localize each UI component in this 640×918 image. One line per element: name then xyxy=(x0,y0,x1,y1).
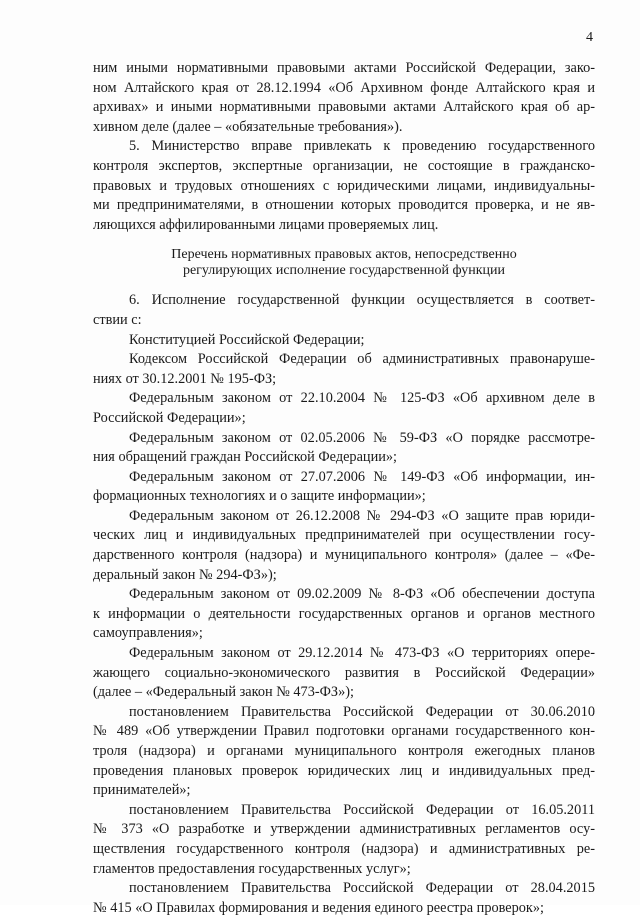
text-line: ми предпринимателями, в отношении которых проводится проверка, и не яв- xyxy=(93,197,595,214)
text-line: формационных технологиях и о защите информации»; xyxy=(93,488,426,505)
text-line: 6. Исполнение государственной функции осуществляется в соответ- xyxy=(129,292,595,309)
text-line: постановлением Правительства Российской Федерации от 30.06.2010 xyxy=(129,703,595,720)
text-line: троля (надзора) и органами муниципального контроля ежегодных планов xyxy=(93,743,595,759)
text-line: ствии с: xyxy=(93,311,142,328)
text-line: Федеральным законом от 02.05.2006 № 59-ФЗ «О порядке рассмотре- xyxy=(129,429,595,446)
text-line: ществления государственного контроля (надзора) и административных ре- xyxy=(93,840,595,857)
text-line: Федеральным законом от 22.10.2004 № 125-ФЗ «Об архивном деле в xyxy=(129,390,595,407)
heading-line: регулирующих исполнение государственной функции xyxy=(182,263,506,279)
text-line: № 373 «О разработке и утверждении административных регламентов осу- xyxy=(93,821,595,838)
text-line: ния обращений граждан Российской Федерации»; xyxy=(93,449,398,466)
text-line: самоуправления»; xyxy=(93,625,203,642)
text-line: Федеральным законом от 27.07.2006 № 149-ФЗ «Об информации, ин- xyxy=(129,468,595,485)
text-line: жающего социально-экономического развития в Российской Федерации» xyxy=(93,664,595,681)
text-line: ляющихся аффилированными лицами проверяемых лиц. xyxy=(93,216,439,233)
text-line: ним иными нормативными правовыми актами Российской Федерации, зако- xyxy=(93,60,595,76)
text-line: Кодексом Российской Федерации об административных правонаруше- xyxy=(129,351,595,368)
text-line: дарственного контроля (надзора) и муниципального контроля» (далее – «Фе- xyxy=(93,547,595,564)
text-line: Федеральным законом от 26.12.2008 № 294-ФЗ «О защите прав юриди- xyxy=(129,507,595,524)
text-line: правовых и трудовых отношениях с юридическими лицами, индивидуальны- xyxy=(93,177,595,194)
text-line: Конституцией Российской Федерации; xyxy=(129,331,365,348)
text-line: контроля экспертов, экспертные организации, не состоящие в гражданско- xyxy=(93,157,595,174)
text-line: ном Алтайского края от 28.12.1994 «Об Архивном фонде Алтайского края и xyxy=(93,79,595,96)
text-line: № 415 «О Правилах формирования и ведения единого реестра проверок»; xyxy=(93,899,544,916)
text-line: (далее – «Федеральный закон № 473-ФЗ»); xyxy=(93,684,354,701)
text-line: принимателей»; xyxy=(93,782,191,799)
text-line: постановлением Правительства Российской Федерации от 28.04.2015 xyxy=(129,880,595,897)
document-body xyxy=(93,59,595,918)
text-line: № 489 «Об утверждении Правил подготовки органами государственного кон- xyxy=(93,723,595,740)
text-line: Федеральным законом от 29.12.2014 № 473-ФЗ «О территориях опере- xyxy=(129,645,595,662)
text-line: Российской Федерации»; xyxy=(93,409,246,426)
text-line: хивном деле (далее – «обязательные требования»). xyxy=(93,118,403,135)
text-line: ческих лиц и индивидуальных предпринимателей при осуществлении госу- xyxy=(93,527,595,544)
heading-line: Перечень нормативных правовых актов, непосредственно xyxy=(171,247,517,263)
text-line: Федеральным законом от 09.02.2009 № 8-ФЗ «Об обеспечении доступа xyxy=(129,586,595,603)
section-heading xyxy=(93,247,595,279)
text-line: постановлением Правительства Российской Федерации от 16.05.2011 xyxy=(129,801,595,818)
text-line: к информации о деятельности государственных органов и органов местного xyxy=(93,605,595,622)
text-line: ниях от 30.12.2001 № 195-ФЗ; xyxy=(93,370,277,387)
text-line: архивах» и иными нормативными правовыми актами Алтайского края об ар- xyxy=(93,99,595,116)
page-number: 4 xyxy=(586,30,593,45)
text-line: 5. Министерство вправе привлекать к проведению государственного xyxy=(129,138,595,155)
text-line: гламентов предоставления государственных услуг»; xyxy=(93,860,411,877)
text-line: деральный закон № 294-ФЗ»); xyxy=(93,566,277,583)
text-line: проведения плановых проверок юридических лиц и индивидуальных пред- xyxy=(93,762,595,779)
